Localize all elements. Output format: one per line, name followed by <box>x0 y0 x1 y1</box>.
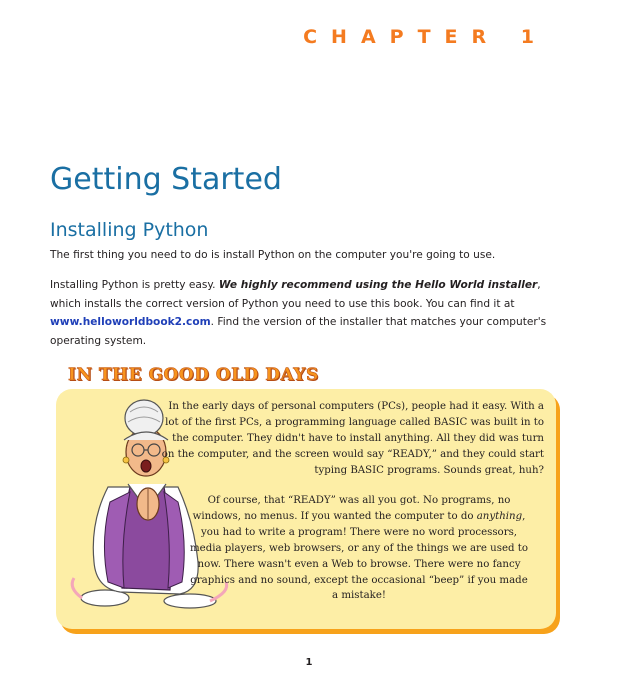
chapter-title: Getting Started <box>50 162 282 197</box>
install-paragraph-middle: , which installs the correct version of Python you need to use this book. You can find it at <box>50 279 541 310</box>
sidebar-paragraph-2-after: , you had to write a program! There were no word processors, media players, web browsers, or any of the things we are used to now. There wasn't even a Web to browse. There were no fancy graphics and no sound, except the occasional “beep” if you made a mistake! <box>190 510 528 602</box>
website-link[interactable]: www.helloworldbook2.com <box>50 316 211 328</box>
install-paragraph <box>50 276 560 350</box>
sidebar-paragraph-1: In the early days of personal computers (PCs), people had it easy. With a lot of the first PCs, a programming language called BASIC was built in to the computer. They didn't have to install anything. All they did was turn on the computer, and the screen would say “READY,” and they could start typing BASIC programs. Sounds great, huh? <box>161 401 544 476</box>
sidebar-heading: IN THE GOOD OLD DAYS <box>68 365 319 385</box>
page-number: 1 <box>305 657 313 668</box>
installer-recommendation: We highly recommend using the Hello World installer <box>218 279 538 291</box>
sidebar-paragraph-2 <box>190 493 528 604</box>
section-title: Installing Python <box>50 219 209 241</box>
sidebar-paragraph-2-emphasis: anything <box>476 510 523 522</box>
intro-paragraph: The first thing you need to do is install Python on the computer you're going to use. <box>50 249 496 261</box>
sidebar-paragraph-2-before: Of course, that “READY” was all you got. No programs, no windows, no menus. If you wanted the computer to do <box>192 495 511 522</box>
install-paragraph-intro: Installing Python is pretty easy. <box>50 279 219 291</box>
install-paragraph-end: . Find the version of the installer that matches your computer's operating system. <box>50 316 547 347</box>
chapter-label: CHAPTER 1 <box>303 26 548 48</box>
